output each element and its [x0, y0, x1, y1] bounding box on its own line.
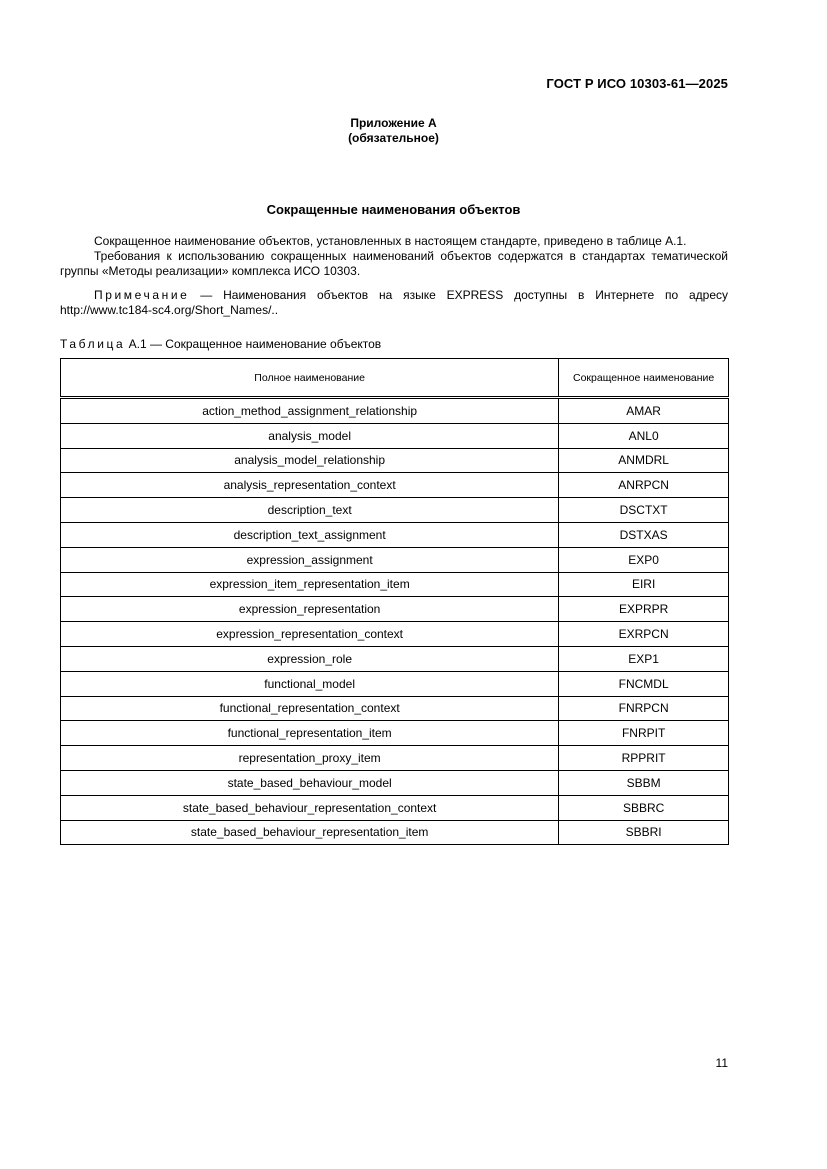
cell-full-name: analysis_representation_context: [61, 473, 559, 498]
cell-full-name: expression_role: [61, 646, 559, 671]
cell-full-name: expression_representation: [61, 597, 559, 622]
table-row: [61, 522, 729, 547]
appendix-status: (обязательное): [348, 131, 439, 145]
cell-short-name: ANL0: [559, 423, 729, 448]
table-row: [61, 398, 729, 424]
table-row: [61, 547, 729, 572]
header-full-name: Полное наименование: [61, 359, 559, 398]
paragraph-1: Сокращенное наименование объектов, установленных в настоящем стандарте, приведено в таблице А.1.: [94, 234, 687, 248]
table-row: [61, 423, 729, 448]
note-text: — Наименования объектов на языке EXPRESS доступны в Интернете по адресу http://www.tc184-sc4.org/Short_Names/..: [60, 288, 728, 317]
cell-short-name: SBBRC: [559, 795, 729, 820]
cell-full-name: functional_representation_context: [61, 696, 559, 721]
table-caption: [60, 337, 381, 351]
cell-full-name: state_based_behaviour_representation_context: [61, 795, 559, 820]
page-number: 11: [715, 1056, 728, 1070]
cell-full-name: functional_model: [61, 671, 559, 696]
cell-short-name: AMAR: [559, 398, 729, 424]
cell-full-name: analysis_model_relationship: [61, 448, 559, 473]
document-code: ГОСТ Р ИСО 10303-61—2025: [546, 76, 728, 91]
table-body: [61, 398, 729, 845]
cell-full-name: action_method_assignment_relationship: [61, 398, 559, 424]
header-short-name: Сокращенное наименование: [559, 359, 729, 398]
table-row: [61, 498, 729, 523]
table-row: [61, 448, 729, 473]
cell-full-name: description_text_assignment: [61, 522, 559, 547]
table-row: [61, 671, 729, 696]
table-row: [61, 572, 729, 597]
paragraph-2: Требования к использованию сокращенных наименований объектов содержатся в стандартах тематической группы «Методы реализации» комплекса ИСО 10303.: [60, 249, 728, 278]
table-row: [61, 473, 729, 498]
cell-short-name: FNRPCN: [559, 696, 729, 721]
cell-full-name: representation_proxy_item: [61, 746, 559, 771]
cell-full-name: state_based_behaviour_model: [61, 770, 559, 795]
cell-short-name: RPPRIT: [559, 746, 729, 771]
table-row: [61, 746, 729, 771]
cell-short-name: FNCMDL: [559, 671, 729, 696]
cell-full-name: analysis_model: [61, 423, 559, 448]
cell-full-name: expression_item_representation_item: [61, 572, 559, 597]
appendix-heading: [0, 116, 787, 146]
cell-full-name: functional_representation_item: [61, 721, 559, 746]
table-row: [61, 597, 729, 622]
cell-short-name: SBBM: [559, 770, 729, 795]
short-names-table: [60, 358, 729, 845]
table-caption-label: Таблица: [60, 337, 126, 351]
cell-full-name: expression_representation_context: [61, 622, 559, 647]
table-row: [61, 721, 729, 746]
table-row: [61, 820, 729, 845]
cell-short-name: EIRI: [559, 572, 729, 597]
table-row: [61, 795, 729, 820]
cell-short-name: DSTXAS: [559, 522, 729, 547]
cell-short-name: SBBRI: [559, 820, 729, 845]
cell-full-name: expression_assignment: [61, 547, 559, 572]
section-title: Сокращенные наименования объектов: [266, 202, 521, 217]
cell-full-name: state_based_behaviour_representation_item: [61, 820, 559, 845]
cell-full-name: description_text: [61, 498, 559, 523]
cell-short-name: ANRPCN: [559, 473, 729, 498]
note-label: Примечание: [94, 288, 190, 302]
cell-short-name: FNRPIT: [559, 721, 729, 746]
cell-short-name: EXP0: [559, 547, 729, 572]
cell-short-name: DSCTXT: [559, 498, 729, 523]
cell-short-name: EXP1: [559, 646, 729, 671]
table-row: [61, 696, 729, 721]
cell-short-name: EXRPCN: [559, 622, 729, 647]
table-row: [61, 646, 729, 671]
table-caption-text: А.1 — Сокращенное наименование объектов: [125, 337, 382, 351]
note: [60, 288, 728, 318]
table-header-row: [61, 359, 729, 398]
cell-short-name: EXPRPR: [559, 597, 729, 622]
cell-short-name: ANMDRL: [559, 448, 729, 473]
table-row: [61, 770, 729, 795]
appendix-title: Приложение А: [350, 116, 437, 130]
table-row: [61, 622, 729, 647]
